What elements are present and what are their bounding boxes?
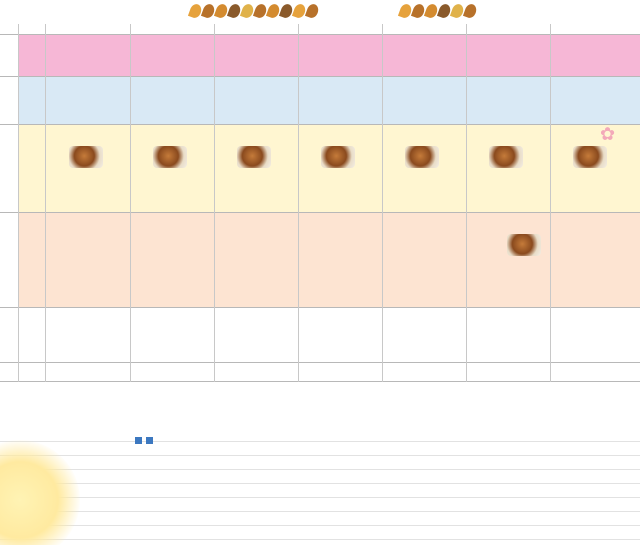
dish-photo	[507, 234, 541, 256]
header	[0, 0, 640, 24]
dish-photo	[321, 146, 355, 168]
menu-table	[0, 24, 640, 382]
autumn-leaves-decoration	[400, 4, 476, 22]
breakfast-b-band	[18, 76, 640, 124]
note-background	[0, 428, 640, 545]
dish-photo	[489, 146, 523, 168]
note-title	[133, 437, 155, 447]
square-icon	[135, 437, 142, 444]
lunch-b-band	[18, 212, 640, 307]
breakfast-a-band	[18, 34, 640, 76]
dinner-band	[18, 307, 640, 362]
dish-photo	[237, 146, 271, 168]
dish-photo	[405, 146, 439, 168]
lunch-a-band	[18, 124, 640, 212]
dish-photo	[153, 146, 187, 168]
autumn-leaves-decoration	[190, 4, 318, 22]
square-icon	[146, 437, 153, 444]
dish-photo	[573, 146, 607, 168]
flower-icon: ✿	[600, 124, 616, 145]
dish-photo	[69, 146, 103, 168]
